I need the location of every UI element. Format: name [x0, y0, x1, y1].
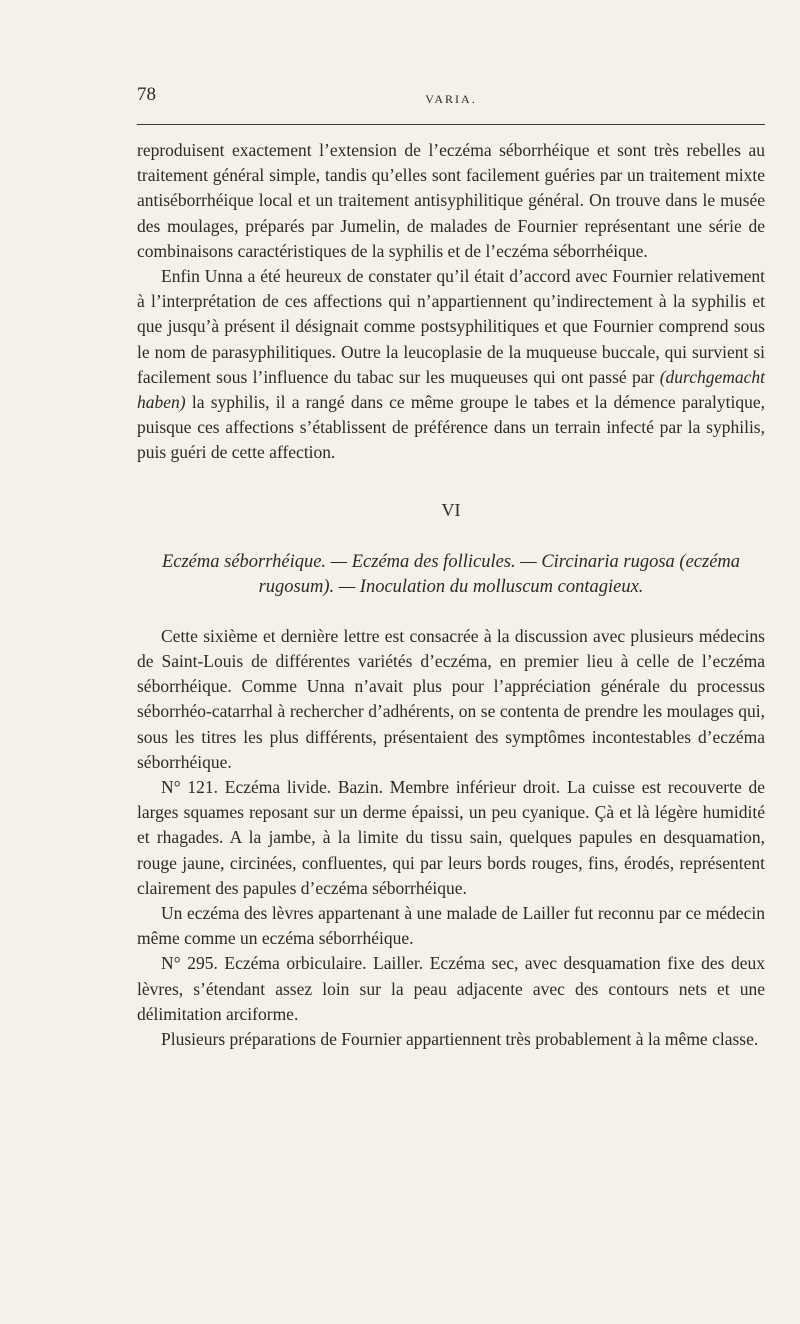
paragraph-text: Enfin Unna a été heureux de constater qu’il était d’accord avec Fournier relativement à l’interprétation de ces affections qui n’appartiennent qu’indirectement à la syphilis et que jusqu’à présent il désignait comme postsyphilitiques et que Fournier comprend sous le nom de parasyphilitiques. Outre la leucoplasie de la muqueuse buccale, qui survient si facilement sous l’influence du tabac sur les muqueuses qui ont passé par	[137, 266, 765, 387]
paragraph-text: la syphilis, il a rangé dans ce même groupe le tabes et la démence paralytique, puisque ces affections s’établissent de préférence dans un terrain infecté par la syphilis, puis guéri de cette affection.	[137, 392, 765, 463]
paragraph-unna-fournier	[137, 264, 765, 466]
paragraph-continuation: reproduisent exactement l’extension de l’eczéma séborrhéique et sont très rebelles au traitement général simple, tandis qu’elles sont facilement guéries par un traitement mixte antiséborrhéique local et un traitement antisyphilitique général. On trouve dans le musée des moulages, préparés par Jumelin, de malades de Fournier représentant une série de combinaisons caractéristiques de la syphilis et de l’eczéma séborrhéique.	[137, 140, 765, 261]
page-number: 78	[137, 84, 156, 105]
paragraph-case-121: N° 121. Eczéma livide. Bazin. Membre inférieur droit. La cuisse est recouverte de larges squames reposant sur un derme épaissi, un peu cyanique. Çà et là légère humidité et rhagades. A la jambe, à la limite du tissu sain, quelques papules en desquamation, rouge jaune, circinées, confluentes, qui par leurs bords rouges, fins, érodés, représentent clairement des papules d’eczéma séborrhéique.	[137, 777, 765, 898]
paragraph-lip-eczema: Un eczéma des lèvres appartenant à une malade de Lailler fut reconnu par ce médecin même comme un eczéma séborrhéique.	[137, 903, 765, 949]
section-subtitle: Eczéma séborrhéique. — Eczéma des follicules. — Circinaria rugosa (eczéma rugosum). — Inoculation du molluscum contagieux.	[161, 551, 741, 597]
body-text	[137, 138, 765, 1052]
paragraph-fournier-preparations: Plusieurs préparations de Fournier appartiennent très probablement à la même classe.	[161, 1029, 759, 1050]
paragraph-sixth-letter: Cette sixième et dernière lettre est consacrée à la discussion avec plusieurs médecins de Saint-Louis de différentes variétés d’eczéma, en premier lieu à celle de l’eczéma séborrhéique. Comme Unna n’avait plus pour l’appréciation générale du processus séborrhéo-catarrhal à rechercher d’adhérents, on se contenta de prendre les moulages qui, sous les titres les plus différents, présentaient des symptômes incontestables d’eczéma séborrhéique.	[137, 625, 765, 772]
section-number: VI	[441, 499, 461, 520]
german-phrase: (durchgemacht haben)	[137, 366, 765, 413]
running-section-title: VARIA.	[425, 92, 477, 106]
running-head	[137, 84, 765, 110]
paragraph-case-295: N° 295. Eczéma orbiculaire. Lailler. Eczéma sec, avec desquamation fixe des deux lèvres, s’étendant assez loin sur la peau adjacente avec des contours nets et une délimitation arciforme.	[137, 953, 765, 1024]
header-rule	[137, 124, 765, 125]
